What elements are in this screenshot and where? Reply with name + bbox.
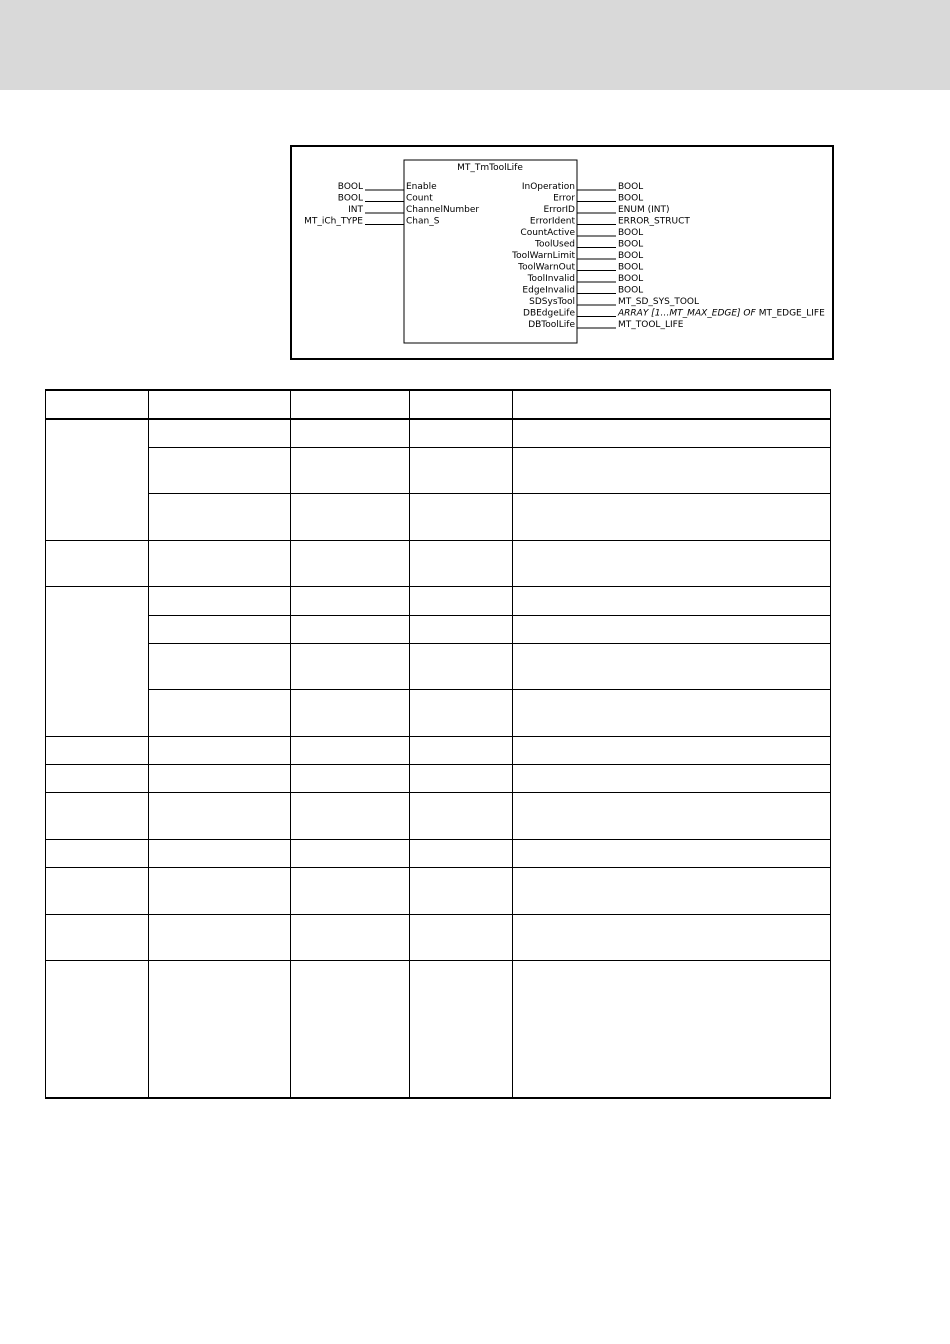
group-cell xyxy=(46,586,149,736)
table-cell xyxy=(291,447,410,493)
table-cell xyxy=(291,960,410,1098)
output-pin-name: CountActive xyxy=(520,228,575,238)
output-pin-name: ToolWarnLimit xyxy=(512,251,575,261)
table-row xyxy=(46,643,831,689)
output-pin-type: BOOL xyxy=(618,262,644,273)
table-row xyxy=(46,839,831,867)
output-pin-type: MT_SD_SYS_TOOL xyxy=(618,297,700,307)
table-cell xyxy=(513,839,831,867)
table-row xyxy=(46,867,831,914)
function-block-svg xyxy=(292,147,832,358)
output-pin-type: BOOL xyxy=(618,274,644,284)
table-row xyxy=(46,914,831,960)
output-pin-type: BOOL xyxy=(618,193,644,204)
input-pin-type: BOOL xyxy=(337,193,363,204)
table-cell xyxy=(149,493,291,540)
output-pin-name: ToolInvalid xyxy=(527,274,575,284)
table-cell xyxy=(291,586,410,615)
table-cell xyxy=(410,615,513,643)
table-cell xyxy=(513,643,831,689)
table-cell xyxy=(149,764,291,792)
output-pin-type: BOOL xyxy=(618,251,644,261)
table-cell xyxy=(149,447,291,493)
output-pin-type xyxy=(617,309,825,319)
table-cell xyxy=(410,540,513,586)
output-pin-name: DBToolLife xyxy=(528,320,575,330)
group-cell xyxy=(46,764,149,792)
table-row xyxy=(46,493,831,540)
table-row xyxy=(46,419,831,447)
table-cell xyxy=(513,586,831,615)
output-pin-type: BOOL xyxy=(618,285,644,296)
group-cell xyxy=(46,867,149,914)
table-cell xyxy=(149,867,291,914)
page-header-band xyxy=(0,0,950,90)
table-cell xyxy=(410,960,513,1098)
table-cell xyxy=(291,643,410,689)
table-cell xyxy=(291,867,410,914)
group-cell xyxy=(46,960,149,1098)
table-cell xyxy=(513,493,831,540)
table-row xyxy=(46,736,831,764)
table-row xyxy=(46,689,831,736)
table-header-row xyxy=(46,390,831,419)
table-row xyxy=(46,615,831,643)
table-cell xyxy=(513,764,831,792)
table-cell xyxy=(410,867,513,914)
table-cell xyxy=(291,792,410,839)
table-cell xyxy=(410,586,513,615)
header-cell xyxy=(513,390,831,419)
output-pin-name: Error xyxy=(553,193,575,204)
table-cell xyxy=(149,615,291,643)
header-cell xyxy=(149,390,291,419)
table-cell xyxy=(291,493,410,540)
table-cell xyxy=(513,914,831,960)
header-cell xyxy=(410,390,513,419)
output-pin-name: ToolWarnOut xyxy=(518,262,575,273)
function-block-diagram xyxy=(290,145,834,360)
input-pin-name: Count xyxy=(406,193,433,204)
table-cell xyxy=(410,643,513,689)
group-cell xyxy=(46,792,149,839)
output-pin-name: InOperation xyxy=(521,182,575,192)
table-cell xyxy=(149,419,291,447)
table-cell xyxy=(149,914,291,960)
group-cell xyxy=(46,914,149,960)
group-cell xyxy=(46,419,149,540)
table-cell xyxy=(291,839,410,867)
table-cell xyxy=(149,689,291,736)
output-pin-type-main: ARRAY [1…MT_MAX_EDGE] OF xyxy=(618,308,756,319)
output-pin-name: DBEdgeLife xyxy=(523,308,575,319)
output-pin-type: ENUM (INT) xyxy=(618,205,670,215)
table-row xyxy=(46,540,831,586)
table-row xyxy=(46,447,831,493)
table-cell xyxy=(291,419,410,447)
output-pin-type: ERROR_STRUCT xyxy=(618,216,690,227)
table-cell xyxy=(513,792,831,839)
table-cell xyxy=(513,615,831,643)
table-cell xyxy=(410,764,513,792)
table-cell xyxy=(291,689,410,736)
table-cell xyxy=(410,447,513,493)
input-pin-name: Enable xyxy=(406,182,437,192)
table-cell xyxy=(291,540,410,586)
output-pin-name: SDSysTool xyxy=(529,297,575,307)
table-cell xyxy=(410,792,513,839)
output-pin-type: BOOL xyxy=(618,228,644,238)
output-pin-type: MT_TOOL_LIFE xyxy=(618,320,684,330)
input-pin-name: Chan_S xyxy=(406,216,440,227)
table-cell xyxy=(149,540,291,586)
input-pin-type: BOOL xyxy=(337,182,363,192)
table-cell xyxy=(513,447,831,493)
header-cell xyxy=(46,390,149,419)
table-cell xyxy=(149,643,291,689)
output-pin-name: ToolUsed xyxy=(534,239,575,250)
input-pin-name: ChannelNumber xyxy=(406,205,480,215)
table-cell xyxy=(513,540,831,586)
input-pin-type: MT_iCh_TYPE xyxy=(304,216,363,227)
block-name: MT_TmToolLife xyxy=(457,163,523,173)
table-cell xyxy=(149,960,291,1098)
table-cell xyxy=(410,689,513,736)
group-cell xyxy=(46,839,149,867)
group-cell xyxy=(46,540,149,586)
table-cell xyxy=(149,736,291,764)
table-cell xyxy=(410,493,513,540)
table-cell xyxy=(513,736,831,764)
table-cell xyxy=(149,839,291,867)
table-cell xyxy=(291,615,410,643)
table-row xyxy=(46,764,831,792)
table-cell xyxy=(149,792,291,839)
table-row xyxy=(46,792,831,839)
table-cell xyxy=(410,839,513,867)
table-cell xyxy=(410,736,513,764)
output-pin-name: ErrorIdent xyxy=(529,216,575,227)
table-cell xyxy=(410,419,513,447)
parameter-table xyxy=(45,389,831,1099)
table-cell xyxy=(291,914,410,960)
output-pin-type: BOOL xyxy=(618,239,644,250)
table-cell xyxy=(513,419,831,447)
table-cell xyxy=(513,960,831,1098)
table-row xyxy=(46,960,831,1098)
table-cell xyxy=(513,689,831,736)
output-pin-type-suffix: MT_EDGE_LIFE xyxy=(758,308,825,319)
input-pin-type: INT xyxy=(348,205,363,215)
header-cell xyxy=(291,390,410,419)
output-pin-name: EdgeInvalid xyxy=(522,285,575,296)
table-cell xyxy=(410,914,513,960)
table-row xyxy=(46,586,831,615)
output-pin-name: ErrorID xyxy=(543,205,575,215)
group-cell xyxy=(46,736,149,764)
table-cell xyxy=(291,736,410,764)
table-cell xyxy=(513,867,831,914)
output-pin-type: BOOL xyxy=(618,182,644,192)
table-cell xyxy=(149,586,291,615)
table-cell xyxy=(291,764,410,792)
